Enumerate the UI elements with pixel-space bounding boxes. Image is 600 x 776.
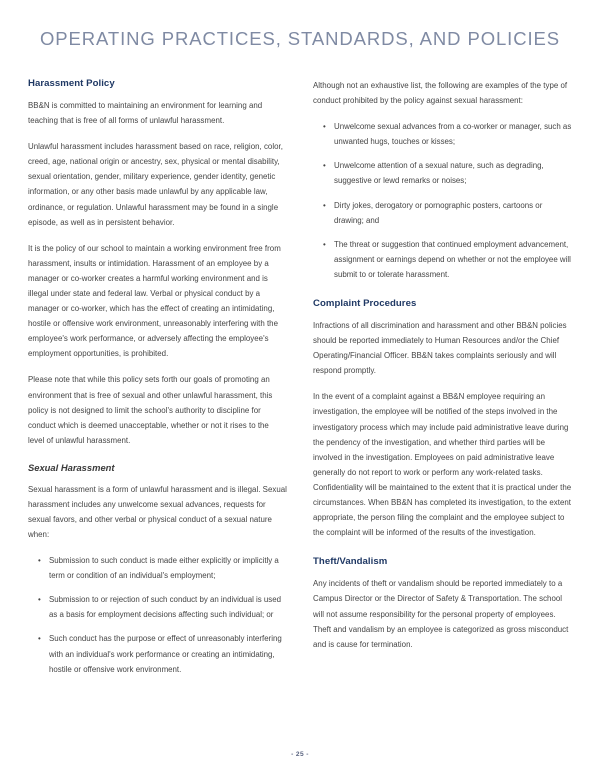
list-item-text: The threat or suggestion that continued employment advancement, assignment or earnings depend on whether or not the employee will submit to or tolerate harassment. [334, 239, 571, 279]
page-title: OPERATING PRACTICES, STANDARDS, AND POLICIES [39, 28, 560, 49]
list-item [313, 158, 572, 188]
list-item [313, 198, 572, 228]
list-item-text: Submission to or rejection of such conduct by an individual is used as a basis for employment decisions affecting such individual; or [49, 595, 282, 620]
paragraph-harassment-3: It is the policy of our school to maintain a working environment free from harassment, insults or intimidation. Harassment of an employee by a manager or co-worker creates a harmful working environment and is illegal under state and federal law. Verbal or physical conduct by a manager or co-worker, which has the effect of creating an intimidating, hostile or offensive work environment, unreasonably interfering with the employee's work performance, or adversely affecting the employee's employment opportunities, is prohibited. [28, 243, 281, 359]
paragraph-complaint-2: In the event of a complaint against a BB&N employee requiring an investigation, the employee will be notified of the steps involved in the investigatory process which may include paid administrative leave during the pendency of the investigation, and whether third parties will be involved in the investigation. Employees on paid administrative leave generally do not report to work or perform any work-related tasks. Confidentiality will be maintained to the extent that it is practical under the circumstances. When BB&N has completed its investigation, to the extent appropriate, the person filing the complaint and the employee subject to the complaint will be informed of the results of the investigation. [313, 392, 572, 538]
paragraph-sexual-harassment-intro: Sexual harassment is a form of unlawful harassment and is illegal. Sexual harassment includes any unwelcome sexual advances, requests for sexual favors, and other verbal or physical conduct of a sexual nature when: [28, 484, 287, 539]
paragraph-harassment-2: Unlawful harassment includes harassment based on race, religion, color, creed, age, national origin or ancestry, sex, physical or mental disability, sexual orientation, gender, military experience, gender identity, genetic information, or any other basis made unlawful by any applicable law, ordinance, or regulation. Unlawful harassment may be found in a single episode, as well as in persistent behavior. [28, 142, 283, 227]
heading-theft-vandalism: Theft/Vandalism [313, 556, 388, 568]
bullet-icon: • [323, 122, 326, 132]
right-column [313, 78, 572, 652]
subheading-sexual-harassment: Sexual Harassment [28, 461, 115, 473]
bullet-icon: • [38, 634, 41, 644]
paragraph-harassment-4: Please note that while this policy sets forth our goals of promoting an environment that is free of sexual and other unlawful harassment, this policy is not designed to limit the school's authority to discipline for conduct which is deemed unacceptable, whether or not it rises to the level of unlawful harassment. [28, 375, 273, 445]
list-item-text: Unwelcome sexual advances from a co-worker or manager, such as unwanted hugs, touches or kisses; [334, 122, 572, 147]
two-column-body [28, 78, 572, 688]
list-item-text: Such conduct has the purpose or effect of unreasonably interfering with an individual's work performance or creating an intimidating, hostile or offensive work environment. [49, 634, 282, 674]
heading-complaint-procedures: Complaint Procedures [313, 298, 417, 310]
left-column [28, 78, 287, 688]
paragraph-complaint-1: Infractions of all discrimination and harassment and other BB&N policies should be reported immediately to Human Resources and/or the Chief Operating/Financial Officer. BB&N takes complaints seriously and will respond promptly. [313, 321, 567, 376]
paragraph-prohibited-conduct-intro: Although not an exhaustive list, the following are examples of the type of conduct prohibited by the policy against sexual harassment: [313, 81, 568, 106]
list-item-text: Unwelcome attention of a sexual nature, such as degrading, suggestive or lewd remarks or noises; [334, 161, 544, 186]
heading-harassment-policy: Harassment Policy [28, 78, 115, 89]
list-sexual-harassment-conditions [28, 553, 287, 677]
list-item [313, 119, 572, 149]
list-item-text: Dirty jokes, derogatory or pornographic posters, cartoons or drawing; and [334, 200, 543, 225]
paragraph-harassment-1: BB&N is committed to maintaining an environment for learning and teaching that is free of all forms of unlawful harassment. [28, 100, 263, 126]
bullet-icon: • [323, 239, 326, 249]
list-prohibited-conduct [313, 119, 572, 282]
paragraph-theft-1: Any incidents of theft or vandalism should be reported immediately to a Campus Director or the Director of Safety & Transportation. The school will not assume responsibility for the personal property of employees. Theft and vandalism by an employee is categorized as gross misconduct and is cause for termination. [313, 579, 569, 649]
bullet-icon: • [38, 595, 41, 605]
list-item-text: Submission to such conduct is made either explicitly or implicitly a term or condition of an individual's employment; [49, 556, 279, 581]
bullet-icon: • [323, 200, 326, 210]
list-item [313, 237, 572, 282]
page-number: - 25 - [291, 751, 309, 758]
list-item [28, 553, 287, 583]
list-item [28, 631, 287, 676]
bullet-icon: • [323, 161, 326, 171]
list-item [28, 592, 287, 622]
bullet-icon: • [38, 556, 41, 566]
